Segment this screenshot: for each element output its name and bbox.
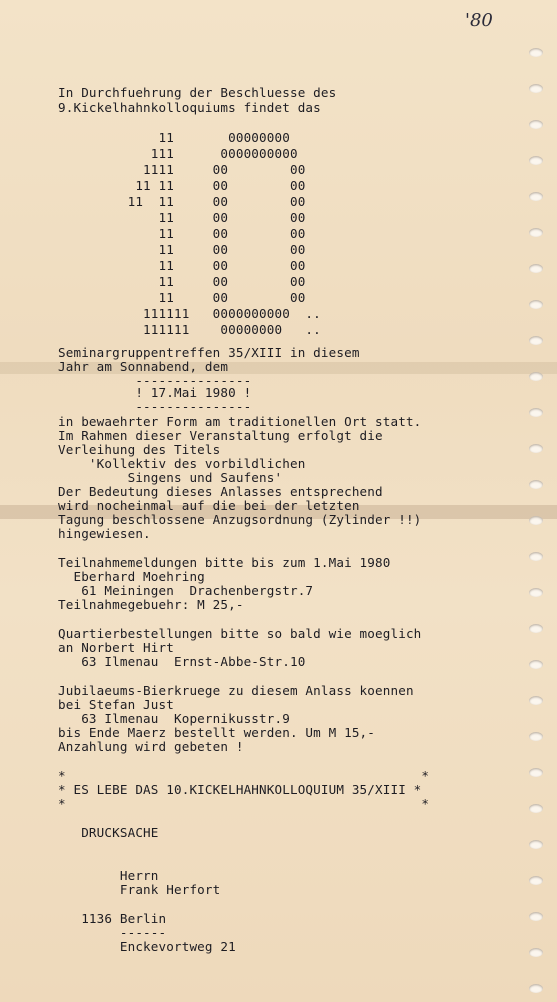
perforation-hole [529,372,543,381]
perforation-hole [529,408,543,417]
perforation-hole [529,228,543,237]
perforation-hole [529,84,543,93]
star-banner: * * [58,768,430,783]
event-date: ! 17.Mai 1980 ! [58,385,252,400]
date-box-border: --------------- [58,399,252,414]
perforation-hole [529,660,543,669]
big-number-line: 111111 00000000 .. [58,322,321,337]
big-number-line: 11 11 00 00 [58,178,306,193]
big-number-line: 1111 00 00 [58,162,306,177]
perforation-hole [529,516,543,525]
big-number-line: 11 00 00 [58,258,306,273]
big-number-line: 11 11 00 00 [58,194,306,209]
recipient-street: Enckevortweg 21 [58,939,236,954]
recipient-salutation: Herrn [58,868,159,883]
perforation-hole [529,336,543,345]
text-line: wird nocheinmal auf die bei der letzten [58,498,360,513]
text-line: Jubilaeums-Bierkruege zu diesem Anlass koennen [58,683,414,698]
perforation-hole [529,300,543,309]
perforation-hole [529,552,543,561]
star-banner: * ES LEBE DAS 10.KICKELHAHNKOLLOQUIUM 35/XIII * [58,782,422,797]
perforation-hole [529,120,543,129]
text-line: Im Rahmen dieser Veranstaltung erfolgt die [58,428,383,443]
text-line: hingewiesen. [58,526,151,541]
text-line: Seminargruppentreffen 35/XIII in diesem [58,345,360,360]
perforation-hole [529,732,543,741]
text-line: 9.Kickelhahnkolloquiums findet das [58,100,321,115]
text-line: Jahr am Sonnabend, dem [58,359,229,374]
text-line: Anzahlung wird gebeten ! [58,739,244,754]
title-quote: 'Kollektiv des vorbildlichen [58,456,306,471]
perforation-hole [529,696,543,705]
text-line: In Durchfuehrung der Beschluesse des [58,85,337,100]
star-banner: * * [58,796,430,811]
perforation-hole [529,192,543,201]
perforation-hole [529,840,543,849]
big-number-line: 11 00 00 [58,290,306,305]
perforation-hole [529,624,543,633]
perforation-hole [529,48,543,57]
perforated-edge [517,0,557,1002]
contact-address: 63 Ilmenau Kopernikusstr.9 [58,711,290,726]
contact-name: bei Stefan Just [58,697,174,712]
contact-address: 61 Meiningen Drachenbergstr.7 [58,583,314,598]
text-line: Der Bedeutung dieses Anlasses entsprechend [58,484,383,499]
big-number-line: 111111 0000000000 .. [58,306,321,321]
text-line: Tagung beschlossene Anzugsordnung (Zylinder !!) [58,512,422,527]
perforation-hole [529,984,543,993]
perforation-hole [529,912,543,921]
handwritten-note: '80 [465,10,493,31]
perforation-hole [529,876,543,885]
perforation-hole [529,444,543,453]
text-line: Verleihung des Titels [58,442,221,457]
big-number-line: 111 0000000000 [58,146,298,161]
perforation-hole [529,948,543,957]
perforation-hole [529,480,543,489]
perforation-hole [529,264,543,273]
perforation-hole [529,588,543,597]
big-number-line: 11 00000000 [58,130,290,145]
big-number-line: 11 00 00 [58,226,306,241]
contact-name: Eberhard Moehring [58,569,205,584]
text-line: Teilnahmegebuehr: M 25,- [58,597,244,612]
printed-matter-label: DRUCKSACHE [58,825,159,840]
contact-address: 63 Ilmenau Ernst-Abbe-Str.10 [58,654,306,669]
contact-name: an Norbert Hirt [58,640,174,655]
recipient-name: Frank Herfort [58,882,221,897]
big-number-line: 11 00 00 [58,242,306,257]
text-line: Teilnahmemeldungen bitte bis zum 1.Mai 1980 [58,555,391,570]
text-line: bis Ende Maerz bestellt werden. Um M 15,- [58,725,376,740]
big-number-line: 11 00 00 [58,274,306,289]
perforation-hole [529,804,543,813]
perforation-hole [529,156,543,165]
title-quote: Singens und Saufens' [58,470,283,485]
recipient-city: 1136 Berlin [58,911,167,926]
city-underline: ------ [58,925,167,940]
text-line: in bewaehrter Form am traditionellen Ort statt. [58,414,422,429]
date-box-border: --------------- [58,373,252,388]
perforation-hole [529,768,543,777]
big-number-line: 11 00 00 [58,210,306,225]
text-line: Quartierbestellungen bitte so bald wie moeglich [58,626,422,641]
